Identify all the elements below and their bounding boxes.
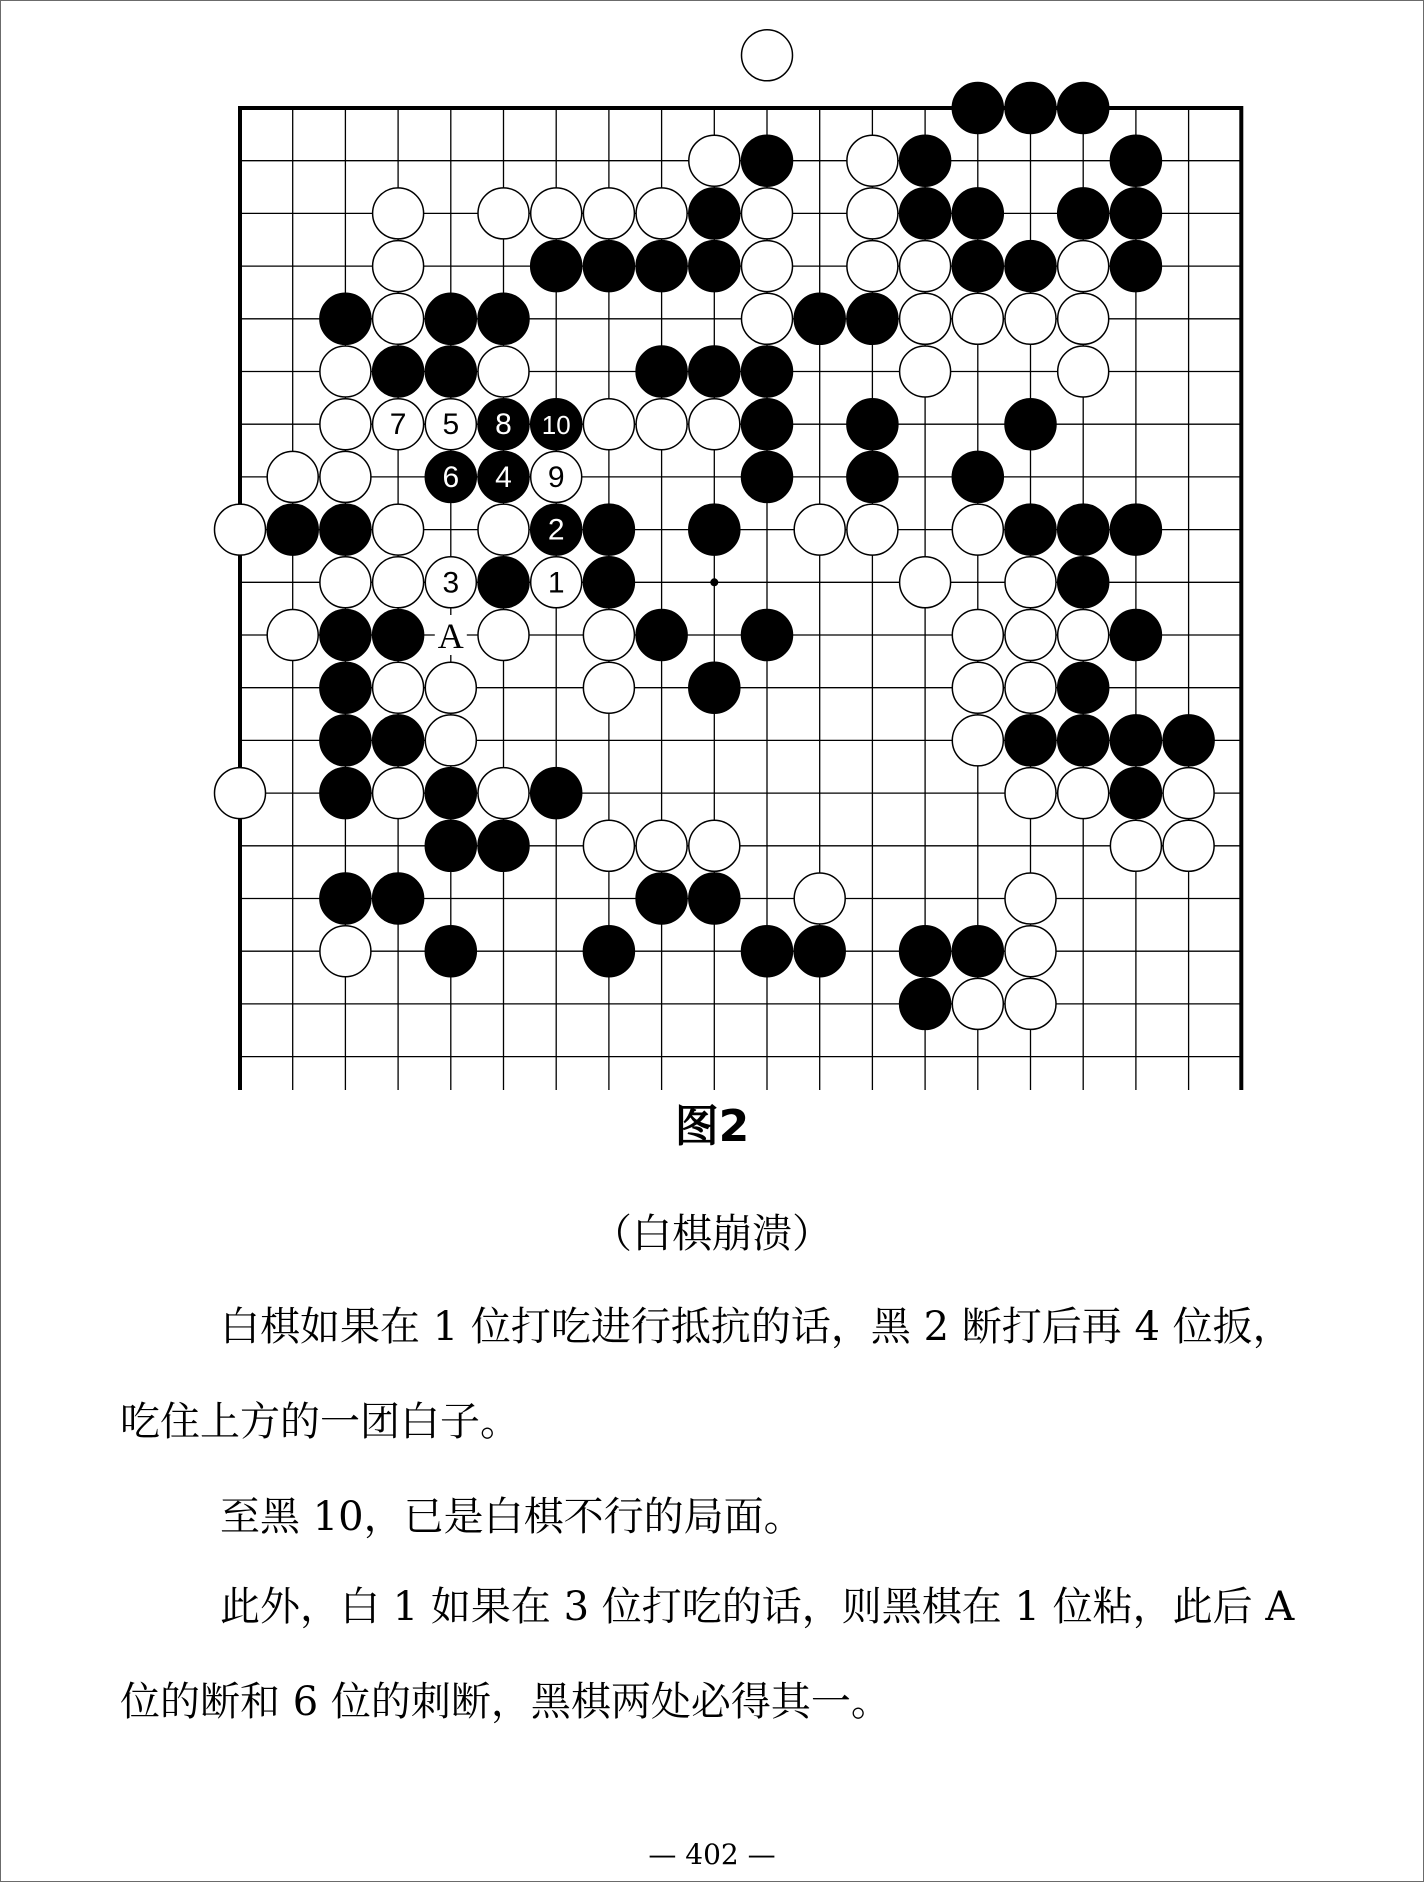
star-point	[710, 578, 718, 586]
white-stone	[478, 768, 529, 819]
point-mark-label: A	[437, 616, 464, 656]
black-stone	[583, 504, 634, 555]
white-stone	[373, 662, 424, 713]
black-stone	[1058, 83, 1109, 134]
black-stone	[1058, 504, 1109, 555]
page-number: — 402 —	[648, 1838, 776, 1871]
move-number-label: 8	[495, 408, 512, 442]
black-stone	[900, 978, 951, 1029]
white-stone	[742, 188, 793, 239]
white-stone	[689, 820, 740, 871]
move-number-label: 4	[495, 460, 512, 494]
black-stone	[373, 873, 424, 924]
white-stone	[1163, 768, 1214, 819]
white-stone	[1058, 610, 1109, 661]
white-stone	[320, 557, 371, 608]
white-stone	[847, 188, 898, 239]
white-stone	[1005, 610, 1056, 661]
black-stone	[373, 715, 424, 766]
white-stone	[1058, 768, 1109, 819]
figure-subtitle: （白棋崩溃）	[592, 1211, 832, 1257]
black-stone	[583, 241, 634, 292]
black-stone	[847, 293, 898, 344]
black-stone	[583, 557, 634, 608]
black-stone	[636, 346, 687, 397]
white-stone	[847, 241, 898, 292]
black-stone	[689, 504, 740, 555]
black-stone	[1110, 241, 1161, 292]
move-number-label: 9	[547, 460, 565, 494]
white-stone	[952, 662, 1003, 713]
white-stone	[583, 610, 634, 661]
black-stone	[1058, 557, 1109, 608]
black-stone	[1005, 399, 1056, 450]
white-stone	[531, 188, 582, 239]
black-stone	[742, 346, 793, 397]
white-stone	[320, 926, 371, 977]
black-stone	[1110, 504, 1161, 555]
black-stone	[636, 873, 687, 924]
black-stone	[320, 715, 371, 766]
white-stone	[742, 30, 793, 81]
white-stone	[373, 293, 424, 344]
white-stone	[478, 610, 529, 661]
move-number-label: 6	[442, 460, 460, 494]
white-stone	[636, 820, 687, 871]
white-stone	[900, 346, 951, 397]
white-stone	[952, 293, 1003, 344]
paragraph-3: 此外，白 1 如果在 3 位打吃的话，则黑棋在 1 位粘，此后 A 位的断和 6 位的刺断，黑棋两处必得其一。	[120, 1584, 1295, 1725]
black-stone	[900, 926, 951, 977]
white-stone	[583, 399, 634, 450]
white-stone	[636, 399, 687, 450]
black-stone	[267, 504, 318, 555]
black-stone	[320, 873, 371, 924]
black-stone	[425, 293, 476, 344]
black-stone	[847, 451, 898, 502]
paragraph-2: 至黑 10，已是白棋不行的局面。	[220, 1494, 804, 1540]
move-number-label: 1	[547, 566, 565, 600]
black-stone	[794, 926, 845, 977]
black-stone	[1110, 715, 1161, 766]
white-stone	[1058, 241, 1109, 292]
black-stone	[794, 293, 845, 344]
black-stone	[1058, 715, 1109, 766]
black-stone	[847, 399, 898, 450]
white-stone	[900, 557, 951, 608]
black-stone	[1110, 188, 1161, 239]
black-stone	[373, 610, 424, 661]
white-stone	[478, 188, 529, 239]
black-stone	[742, 135, 793, 186]
white-stone	[1058, 346, 1109, 397]
move-number-label: 10	[541, 410, 571, 441]
white-stone	[373, 188, 424, 239]
white-stone	[1058, 293, 1109, 344]
black-stone	[952, 451, 1003, 502]
black-stone	[320, 662, 371, 713]
black-stone	[320, 610, 371, 661]
white-stone	[478, 346, 529, 397]
black-stone	[742, 610, 793, 661]
black-stone	[425, 926, 476, 977]
white-stone	[952, 978, 1003, 1029]
black-stone	[1058, 662, 1109, 713]
move-number-label: 5	[442, 408, 460, 442]
black-stone	[478, 557, 529, 608]
black-stone	[583, 926, 634, 977]
black-stone	[1005, 715, 1056, 766]
white-stone	[373, 241, 424, 292]
white-stone	[1110, 820, 1161, 871]
black-stone	[320, 504, 371, 555]
white-stone	[373, 557, 424, 608]
black-stone	[689, 241, 740, 292]
white-stone	[215, 768, 266, 819]
black-stone	[425, 768, 476, 819]
white-stone	[583, 820, 634, 871]
white-stone	[215, 504, 266, 555]
black-stone	[1058, 188, 1109, 239]
black-stone	[900, 188, 951, 239]
white-stone	[689, 399, 740, 450]
black-stone	[478, 293, 529, 344]
black-stone	[1005, 241, 1056, 292]
black-stone	[425, 346, 476, 397]
white-stone	[1005, 768, 1056, 819]
white-stone	[1005, 873, 1056, 924]
black-stone	[478, 820, 529, 871]
white-stone	[900, 293, 951, 344]
black-stone	[1110, 768, 1161, 819]
white-stone	[847, 504, 898, 555]
white-stone	[1005, 978, 1056, 1029]
white-stone	[794, 504, 845, 555]
figure-caption: 图2	[674, 1101, 750, 1152]
black-stone	[320, 293, 371, 344]
white-stone	[478, 504, 529, 555]
white-stone	[952, 715, 1003, 766]
black-stone	[952, 188, 1003, 239]
white-stone	[1005, 557, 1056, 608]
white-stone	[425, 662, 476, 713]
black-stone	[742, 451, 793, 502]
white-stone	[742, 241, 793, 292]
move-number-label: 7	[389, 408, 407, 442]
black-stone	[689, 346, 740, 397]
white-stone	[636, 188, 687, 239]
white-stone	[320, 451, 371, 502]
white-stone	[320, 346, 371, 397]
black-stone	[636, 610, 687, 661]
black-stone	[742, 926, 793, 977]
white-stone	[689, 135, 740, 186]
black-stone	[373, 346, 424, 397]
black-stone	[320, 768, 371, 819]
white-stone	[1163, 820, 1214, 871]
black-stone	[1110, 135, 1161, 186]
white-stone	[267, 451, 318, 502]
white-stone	[267, 610, 318, 661]
white-stone	[1005, 662, 1056, 713]
white-stone	[900, 241, 951, 292]
black-stone	[636, 241, 687, 292]
black-stone	[952, 926, 1003, 977]
white-stone	[742, 293, 793, 344]
black-stone	[689, 873, 740, 924]
black-stone	[1005, 504, 1056, 555]
white-stone	[952, 504, 1003, 555]
black-stone	[900, 135, 951, 186]
black-stone	[531, 241, 582, 292]
white-stone	[952, 610, 1003, 661]
black-stone	[1005, 83, 1056, 134]
black-stone	[742, 399, 793, 450]
white-stone	[425, 715, 476, 766]
white-stone	[1005, 293, 1056, 344]
black-stone	[689, 188, 740, 239]
black-stone	[689, 662, 740, 713]
black-stone	[531, 768, 582, 819]
white-stone	[373, 504, 424, 555]
white-stone	[847, 135, 898, 186]
white-stone	[583, 188, 634, 239]
white-stone	[373, 768, 424, 819]
black-stone	[952, 241, 1003, 292]
white-stone	[320, 399, 371, 450]
white-stone	[1005, 926, 1056, 977]
move-number-label: 3	[442, 566, 460, 600]
black-stone	[425, 820, 476, 871]
black-stone	[952, 83, 1003, 134]
white-stone	[583, 662, 634, 713]
paragraph-1: 白棋如果在 1 位打吃进行抵抗的话，黑 2 断打后再 4 位扳，吃住上方的一团白子。	[120, 1304, 1293, 1445]
black-stone	[1163, 715, 1214, 766]
white-stone	[794, 873, 845, 924]
move-number-label: 2	[547, 513, 565, 547]
black-stone	[1110, 610, 1161, 661]
